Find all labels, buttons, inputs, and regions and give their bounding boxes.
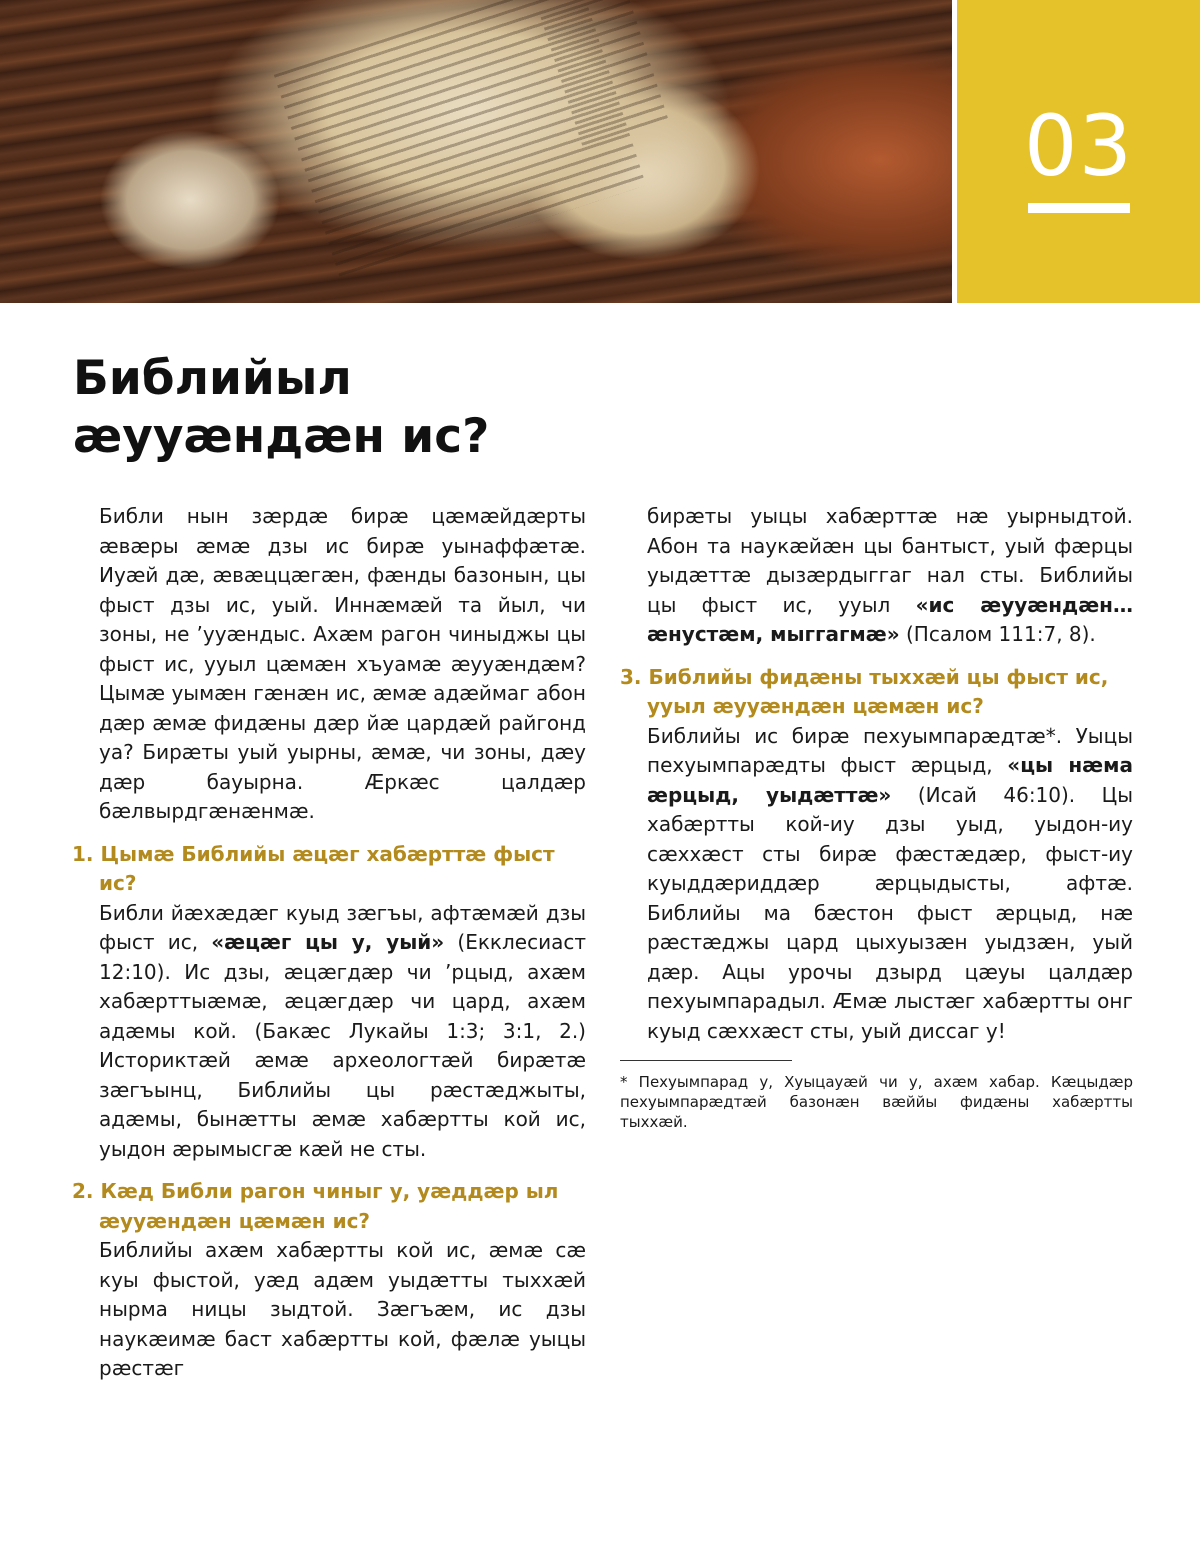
right-column <box>620 502 1133 1132</box>
header-photo-scrolls <box>0 0 952 303</box>
footnote-divider <box>620 1060 792 1061</box>
chapter-underline <box>1028 203 1130 213</box>
section-3-heading: 3. Библийы фидæны тыххæй цы фыст ис, ууыл æууæндæн цæмæн ис? <box>620 664 1109 718</box>
footnote: * Пехуымпарад у, Хуыцауæй чи у, ахæм хабар. Кæцыдæр пехуымпарæдтæй базонæн вæййы фидæны хабæртты тыххæй. <box>620 1073 1133 1131</box>
text: Библийы ис бирæ пехуымпарæдтæ*. Уыцы пехуымпарæдты фыст æрцыд, <box>647 723 1133 777</box>
intro-paragraph: Библи нын зæрдæ бирæ цæмæйдæрты æвæры æмæ дзы ис бирæ уынаффæтæ. Иуæй дæ, æвæццæгæн, фæнды базонын, цы фыст дзы ис, уый. Иннæмæй та йыл, чи зоны, не ’ууæндыс. Ахæм рагон чиныджы цы фыст ис, ууыл цæмæн хъуамæ æууæндæм? Цымæ уымæн гæнæн ис, æмæ адæймаг абон дæр æмæ фидæны дæр йæ цардæй райгонд уа? Бирæты уый уырны, æмæ, чи зоны, дæу дæр бауырна. Æркæс цалдæр бæлвырдгæнæнмæ. <box>99 504 586 823</box>
scripture-quote: «цы нæма æрцыд, уыдæттæ» <box>647 753 1133 807</box>
text: Библи йæхæдæг куыд зæгъы, афтæмæй дзы фыст ис, <box>99 900 586 954</box>
left-column <box>72 502 586 1384</box>
text: (Екклесиаст 12:10). Ис дзы, æцæгдæр чи ’рцыд, ахæм хабæрттыæмæ, æцæгдæр чи цард, ахæм адæмы кой. (Бакæс Лукайы 1:3; 3:1, 2.) Историктæй æмæ археологтæй бирæтæ зæгъынц, Библийы цы рæстæджыты, адæмы, бынæтты æмæ хабæртты кой ис, уыдон æрымысгæ кæй не сты. <box>99 930 586 1161</box>
section-3-paragraph <box>620 722 1133 1047</box>
title-line-2: æууæндæн ис? <box>73 409 490 464</box>
chapter-badge <box>957 0 1200 303</box>
title-line-1: Библийыл <box>73 351 352 406</box>
page-title <box>73 350 573 466</box>
section-2-heading: 2. Кæд Библи рагон чиныг у, уæддæр ыл æууæндæн цæмæн ис? <box>72 1179 559 1233</box>
chapter-number: 03 <box>1024 97 1133 195</box>
section-2-paragraph-part1: Библийы ахæм хабæртты кой ис, æмæ сæ куы фыстой, уæд адæм уыдæтты тыххæй нырма ницы зыдтой. Зæгъæм, ис дзы наукæимæ баст хабæртты кой, фæлæ уыцы рæстæг <box>99 1238 586 1380</box>
scripture-quote: «ис æууæндæн… æнустæм, мыггагмæ» <box>647 592 1133 646</box>
text: бирæты уыцы хабæрттæ нæ уырныдтой. Абон та наукæйæн цы бантыст, уый фæрцы уыдæттæ дызæрдыггаг нал сты. Библийы цы фыст ис, ууыл <box>647 504 1133 617</box>
text: (Исай 46:10). Цы хабæртты кой-иу дзы уыд, уыдон-иу сæххæст сты бирæ фæстæдæр, фыст-иу куыддæриддæр æрцыдысты, афтæ. Библийы ма бæстон фыст æрцыд, нæ рæстæджы цард цыхуызæн уыдзæн, уый дæр. Ацы урочы дзырд цæуы цалдæр пехуымпарадыл. Æмæ лыстæг хабæртты онг куыд сæххæст сты, уый диссаг у! <box>647 782 1133 1043</box>
section-1-paragraph <box>72 899 586 1165</box>
scripture-quote: «æцæг цы у, уый» <box>211 930 445 954</box>
section-2-paragraph-part2 <box>620 502 1133 650</box>
text: (Псалом 111:7, 8). <box>899 622 1096 646</box>
section-1-heading: 1. Цымæ Библийы æцæг хабæрттæ фыст ис? <box>72 841 555 895</box>
